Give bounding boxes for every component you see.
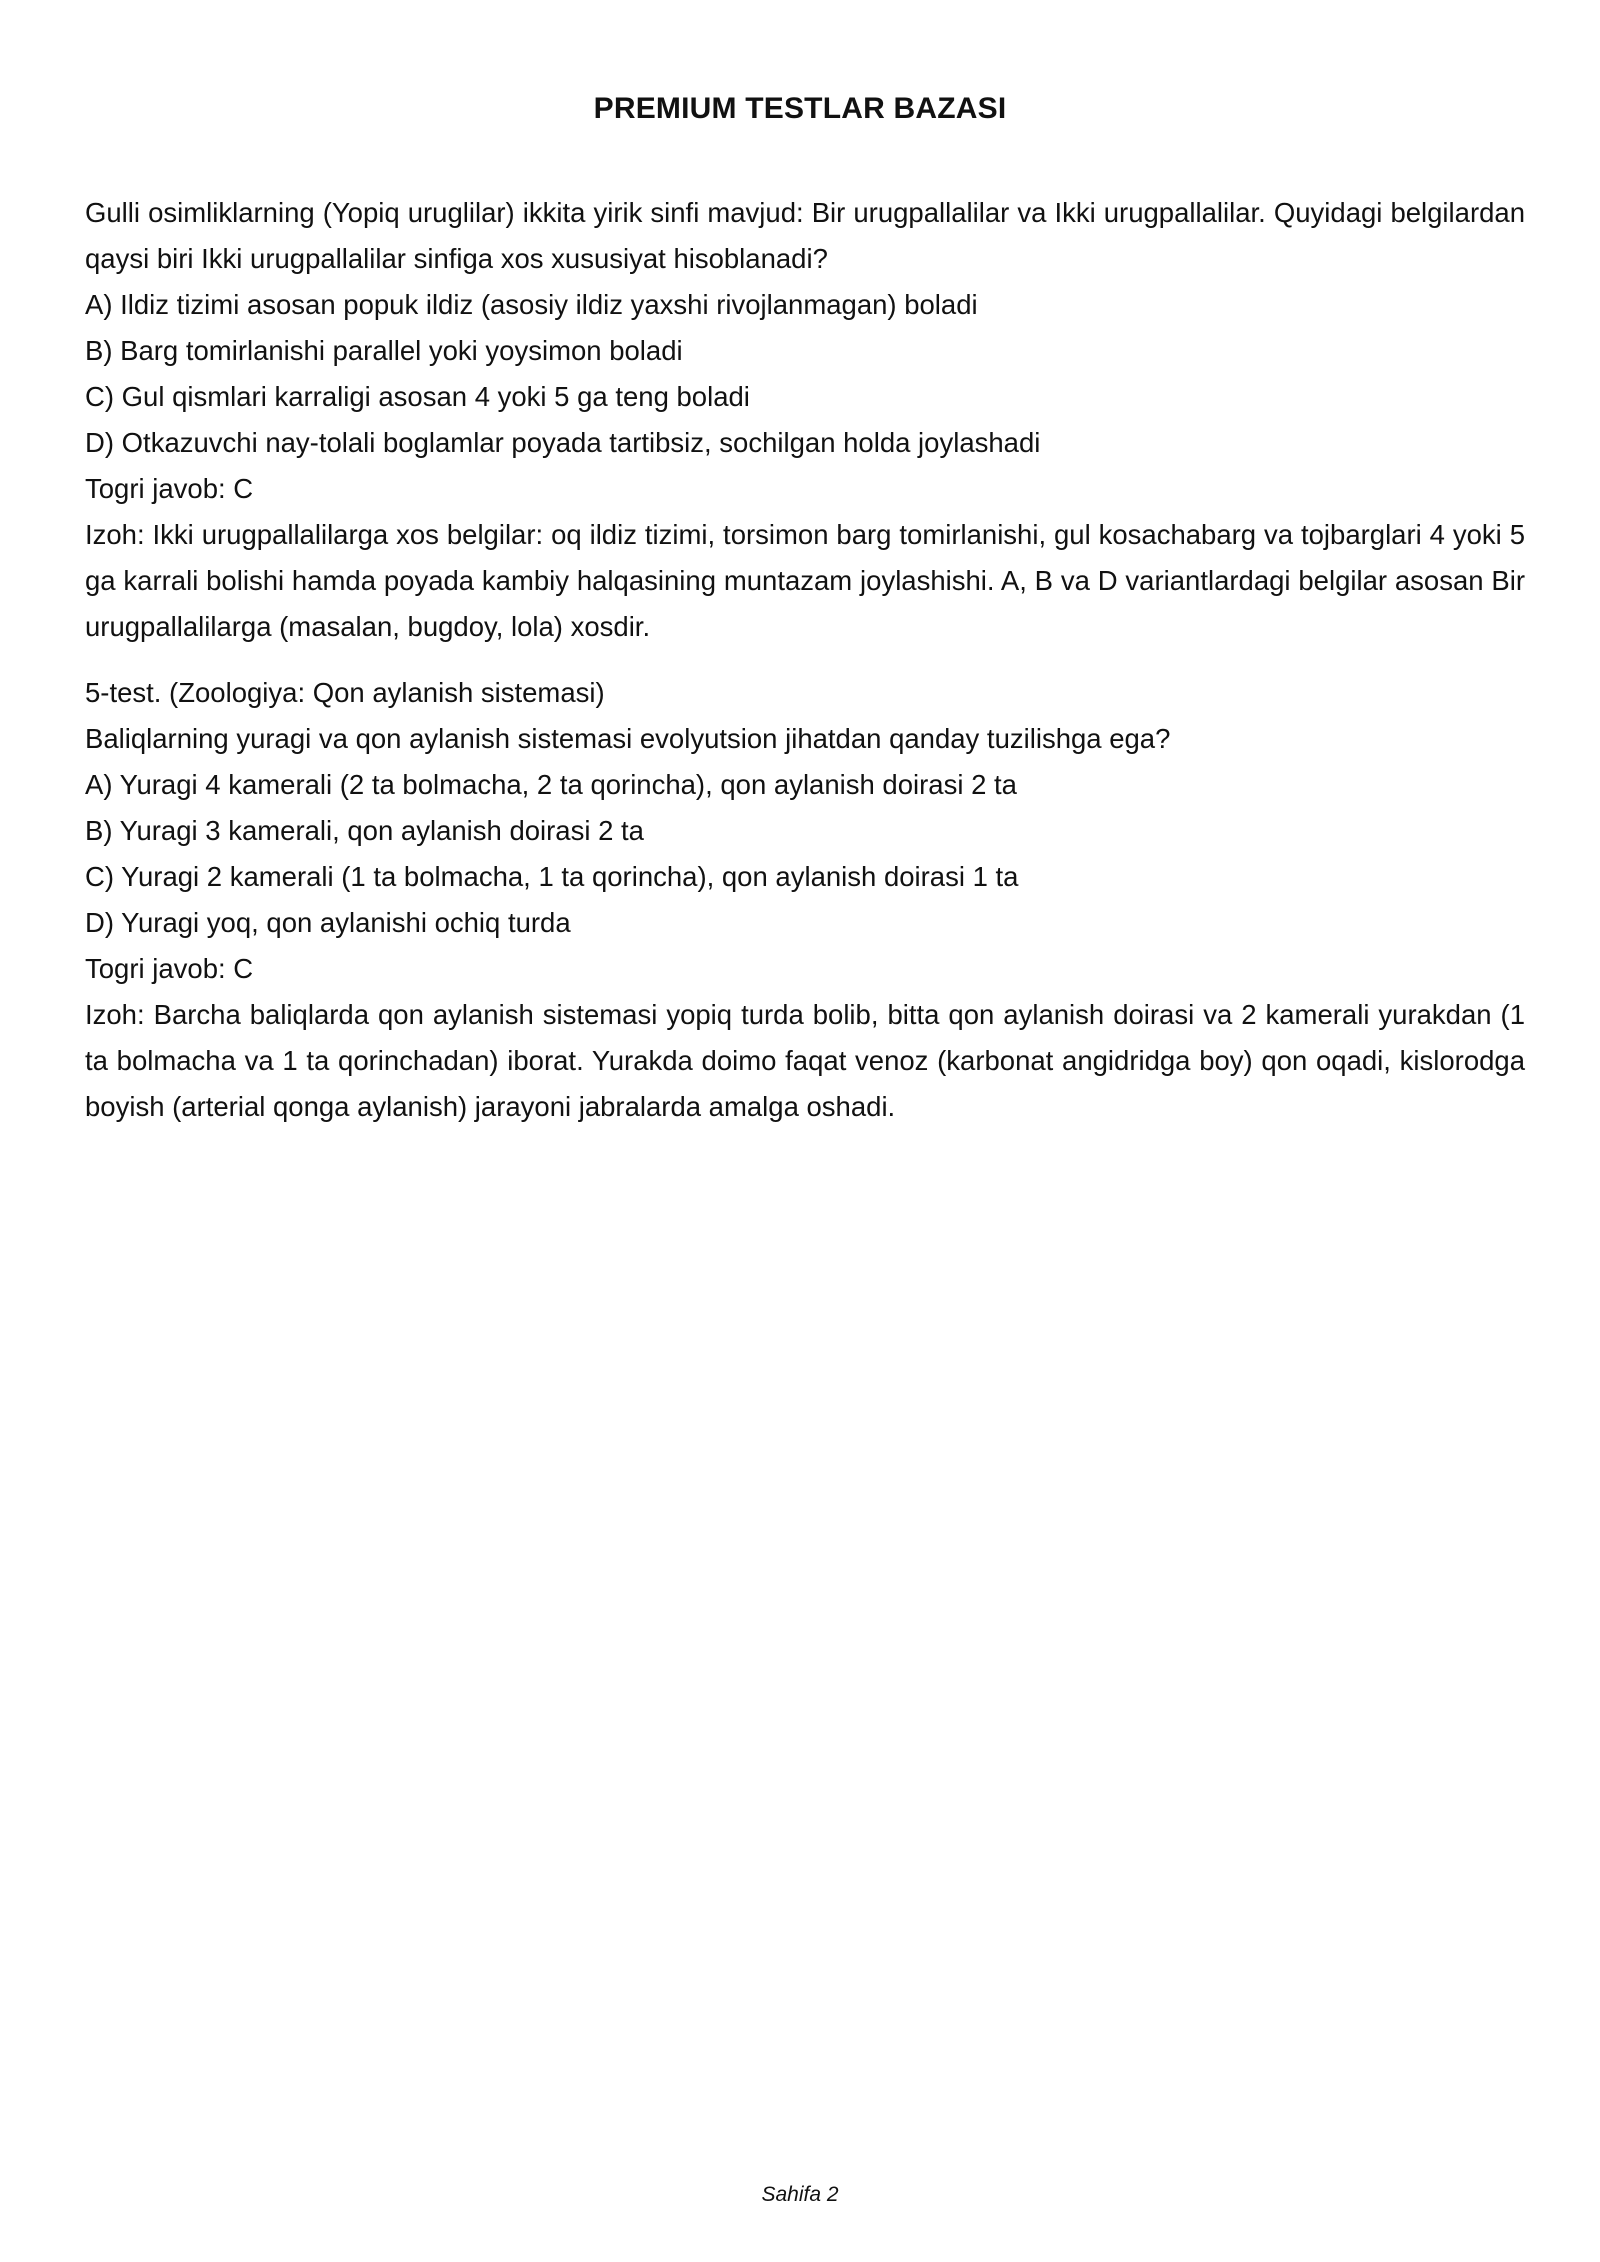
explanation-text: Izoh: Barcha baliqlarda qon aylanish sistemasi yopiq turda bolib, bitta qon aylanish doirasi va 2 kamerali yurakdan (1 ta bolmacha va 1 ta qorinchadan) iborat. Yurakda doimo faqat venoz (karbonat angidridga boy) qon oqadi, kislorodga boyish (arterial qonga aylanish) jarayoni jabralarda amalga oshadi.: [85, 999, 1525, 1122]
question-text: Baliqlarning yuragi va qon aylanish sistemasi evolyutsion jihatdan qanday tuzilishga ega?: [85, 723, 1171, 754]
explanation-text: Izoh: Ikki urugpallalilarga xos belgilar: oq ildiz tizimi, torsimon barg tomirlanishi, gul kosachabarg va tojbarglari 4 yoki 5 ga karrali bolishi hamda poyada kambiy halqasining muntazam joylashishi. A, B va D variantlardagi belgilar asosan Bir urugpallalilarga (masalan, bugdoy, lola) xosdir.: [85, 519, 1525, 642]
option-c: C) Gul qismlari karraligi asosan 4 yoki 5 ga teng boladi: [85, 381, 750, 412]
option-a: A) Yuragi 4 kamerali (2 ta bolmacha, 2 ta qorincha), qon aylanish doirasi 2 ta: [85, 769, 1017, 800]
option-c: C) Yuragi 2 kamerali (1 ta bolmacha, 1 ta qorincha), qon aylanish doirasi 1 ta: [85, 861, 1019, 892]
option-d: D) Yuragi yoq, qon aylanishi ochiq turda: [85, 907, 571, 938]
option-a: A) Ildiz tizimi asosan popuk ildiz (asosiy ildiz yaxshi rivojlanmagan) boladi: [85, 289, 978, 320]
correct-answer: Togri javob: C: [85, 953, 254, 984]
option-b: B) Yuragi 3 kamerali, qon aylanish doirasi 2 ta: [85, 815, 644, 846]
option-d: D) Otkazuvchi nay-tolali boglamlar poyada tartibsiz, sochilgan holda joylashadi: [85, 427, 1041, 458]
page-title: PREMIUM TESTLAR BAZASI: [593, 92, 1007, 125]
question-block-1: [85, 190, 1525, 650]
correct-answer: Togri javob: C: [85, 473, 254, 504]
question-text: Gulli osimliklarning (Yopiq uruglilar) ikkita yirik sinfi mavjud: Bir urugpallalilar va Ikki urugpallalilar. Quyidagi belgilardan qaysi biri Ikki urugpallalilar sinfiga xos xususiyat hisoblanadi?: [85, 197, 1525, 274]
page-number: Sahifa 2: [761, 2183, 839, 2206]
test-heading: 5-test. (Zoologiya: Qon aylanish sistemasi): [85, 677, 605, 708]
document-body: [85, 190, 1525, 1130]
option-b: B) Barg tomirlanishi parallel yoki yoysimon boladi: [85, 335, 683, 366]
question-block-2: [85, 670, 1525, 1130]
